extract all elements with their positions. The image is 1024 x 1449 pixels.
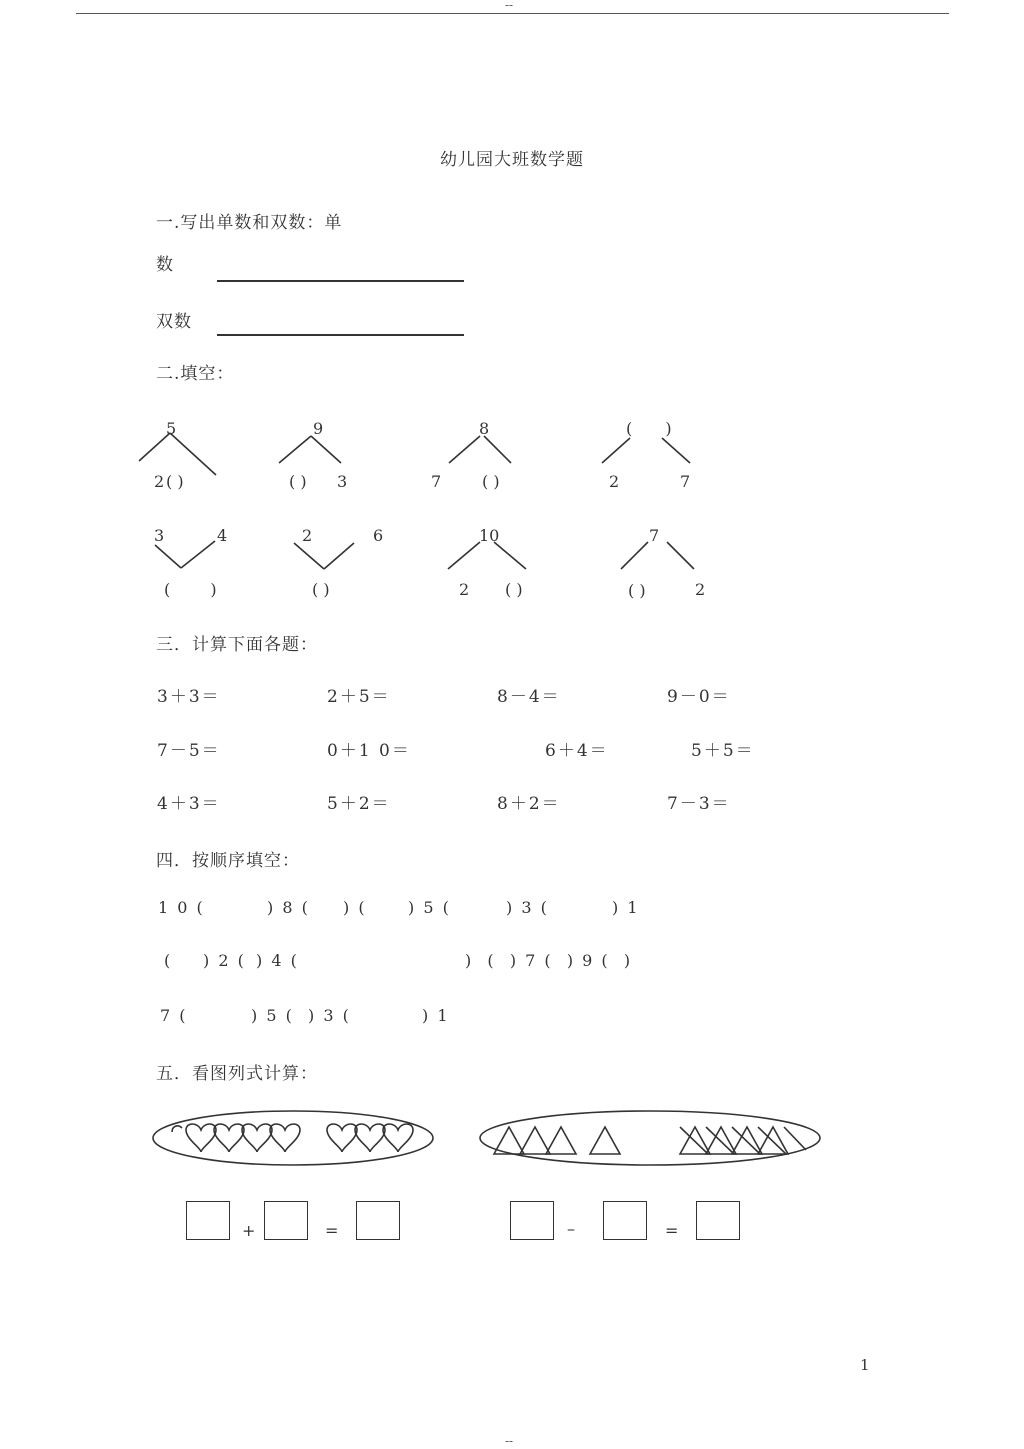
triangle-icon-group xyxy=(494,1127,620,1154)
tree7-right[interactable]: ( ) xyxy=(505,580,523,599)
tree8-right: 2 xyxy=(695,580,706,599)
tree5-top-right: 4 xyxy=(217,526,228,545)
answer-box[interactable] xyxy=(696,1201,740,1240)
tree2-right: 3 xyxy=(337,472,348,491)
plus-sign: + xyxy=(242,1221,256,1240)
sequence-segment: 7 ( xyxy=(160,1006,188,1025)
equation: 4＋3＝ xyxy=(157,794,221,814)
tree7-left: 2 xyxy=(459,580,470,599)
heart-icon-group-a xyxy=(172,1124,300,1152)
sequence-segment: ) 8 ( xyxy=(267,898,310,917)
sequence-segment: ) ( xyxy=(343,898,367,917)
sequence-segment: ) 4 ( xyxy=(256,951,299,970)
equation: 8＋2＝ xyxy=(497,794,561,814)
sequence-segment: ) 5 ( ) 3 ( xyxy=(251,1006,351,1025)
heart-icon-group-b xyxy=(327,1124,413,1152)
equals-sign: = xyxy=(325,1221,339,1240)
sequence-segment: ) 1 xyxy=(612,898,640,917)
tree2-top: 9 xyxy=(313,419,324,438)
tree1-top: 5 xyxy=(166,419,177,438)
tree5-top-left: 3 xyxy=(154,526,165,545)
equation: 6＋4＝ xyxy=(545,741,609,761)
answer-box[interactable] xyxy=(603,1201,647,1240)
equation: 2＋5＝ xyxy=(327,687,391,707)
equation: 8－4＝ xyxy=(497,687,561,707)
sequence-segment: ) 2 ( xyxy=(203,951,246,970)
even-label: 双数 xyxy=(156,312,192,332)
tree6-top-right: 6 xyxy=(373,526,384,545)
tree4-top[interactable]: ( ) xyxy=(626,419,686,438)
sequence-segment: ( xyxy=(164,951,173,970)
section5-heading: 五．看图列式计算： xyxy=(156,1064,318,1084)
left-oval xyxy=(153,1111,433,1165)
sequence-segment: ) 5 ( xyxy=(408,898,451,917)
tree3-right[interactable]: ( ) xyxy=(482,472,500,491)
equation: 7－5＝ xyxy=(157,741,221,761)
page-title: 幼儿园大班数学题 xyxy=(440,150,584,170)
tree3-top: 8 xyxy=(479,419,490,438)
equation: 5＋2＝ xyxy=(327,794,391,814)
tree4-right: 7 xyxy=(680,472,691,491)
section2-heading: 二.填空： xyxy=(156,364,235,384)
equation: 5＋5＝ xyxy=(691,741,755,761)
tree5-bottom[interactable]: ( ) xyxy=(164,580,227,599)
odd-label-rest: 数 xyxy=(156,255,174,275)
tree7-top: 10 xyxy=(479,526,500,545)
tree8-left[interactable]: ( ) xyxy=(628,581,646,600)
tree4-left: 2 xyxy=(609,472,620,491)
sequence-segment: ) 3 ( xyxy=(506,898,549,917)
equation: 0＋1 0＝ xyxy=(327,741,411,761)
equation: 9－0＝ xyxy=(667,687,731,707)
header-mark: -- xyxy=(505,0,514,12)
crossed-triangle-icon-group xyxy=(680,1127,806,1154)
sequence-segment: 1 0 ( xyxy=(158,898,205,917)
section4-heading: 四．按顺序填空： xyxy=(156,851,300,871)
tree1-left: 2 xyxy=(154,472,165,491)
tree1-right[interactable]: ( ) xyxy=(166,472,184,491)
tree6-top-left: 2 xyxy=(302,526,313,545)
sequence-segment: ) 1 xyxy=(422,1006,450,1025)
tree6-bottom[interactable]: ( ) xyxy=(312,580,330,599)
tree3-left: 7 xyxy=(431,472,442,491)
equation: 3＋3＝ xyxy=(157,687,221,707)
tree2-left[interactable]: ( ) xyxy=(289,472,307,491)
minus-sign: – xyxy=(567,1219,575,1238)
answer-box[interactable] xyxy=(356,1201,400,1240)
sequence-segment: ) ( ) 7 ( ) 9 ( ) xyxy=(465,951,633,970)
equation: 7－3＝ xyxy=(667,794,731,814)
answer-box[interactable] xyxy=(264,1201,308,1240)
tree8-top: 7 xyxy=(649,526,660,545)
footer-mark: -- xyxy=(505,1434,514,1448)
section1-heading: 一.写出单数和双数：单 xyxy=(156,213,343,233)
page-number: 1 xyxy=(860,1356,870,1374)
equals-sign: = xyxy=(665,1221,679,1240)
section3-heading: 三．计算下面各题： xyxy=(156,635,318,655)
answer-box[interactable] xyxy=(186,1201,230,1240)
answer-box[interactable] xyxy=(510,1201,554,1240)
